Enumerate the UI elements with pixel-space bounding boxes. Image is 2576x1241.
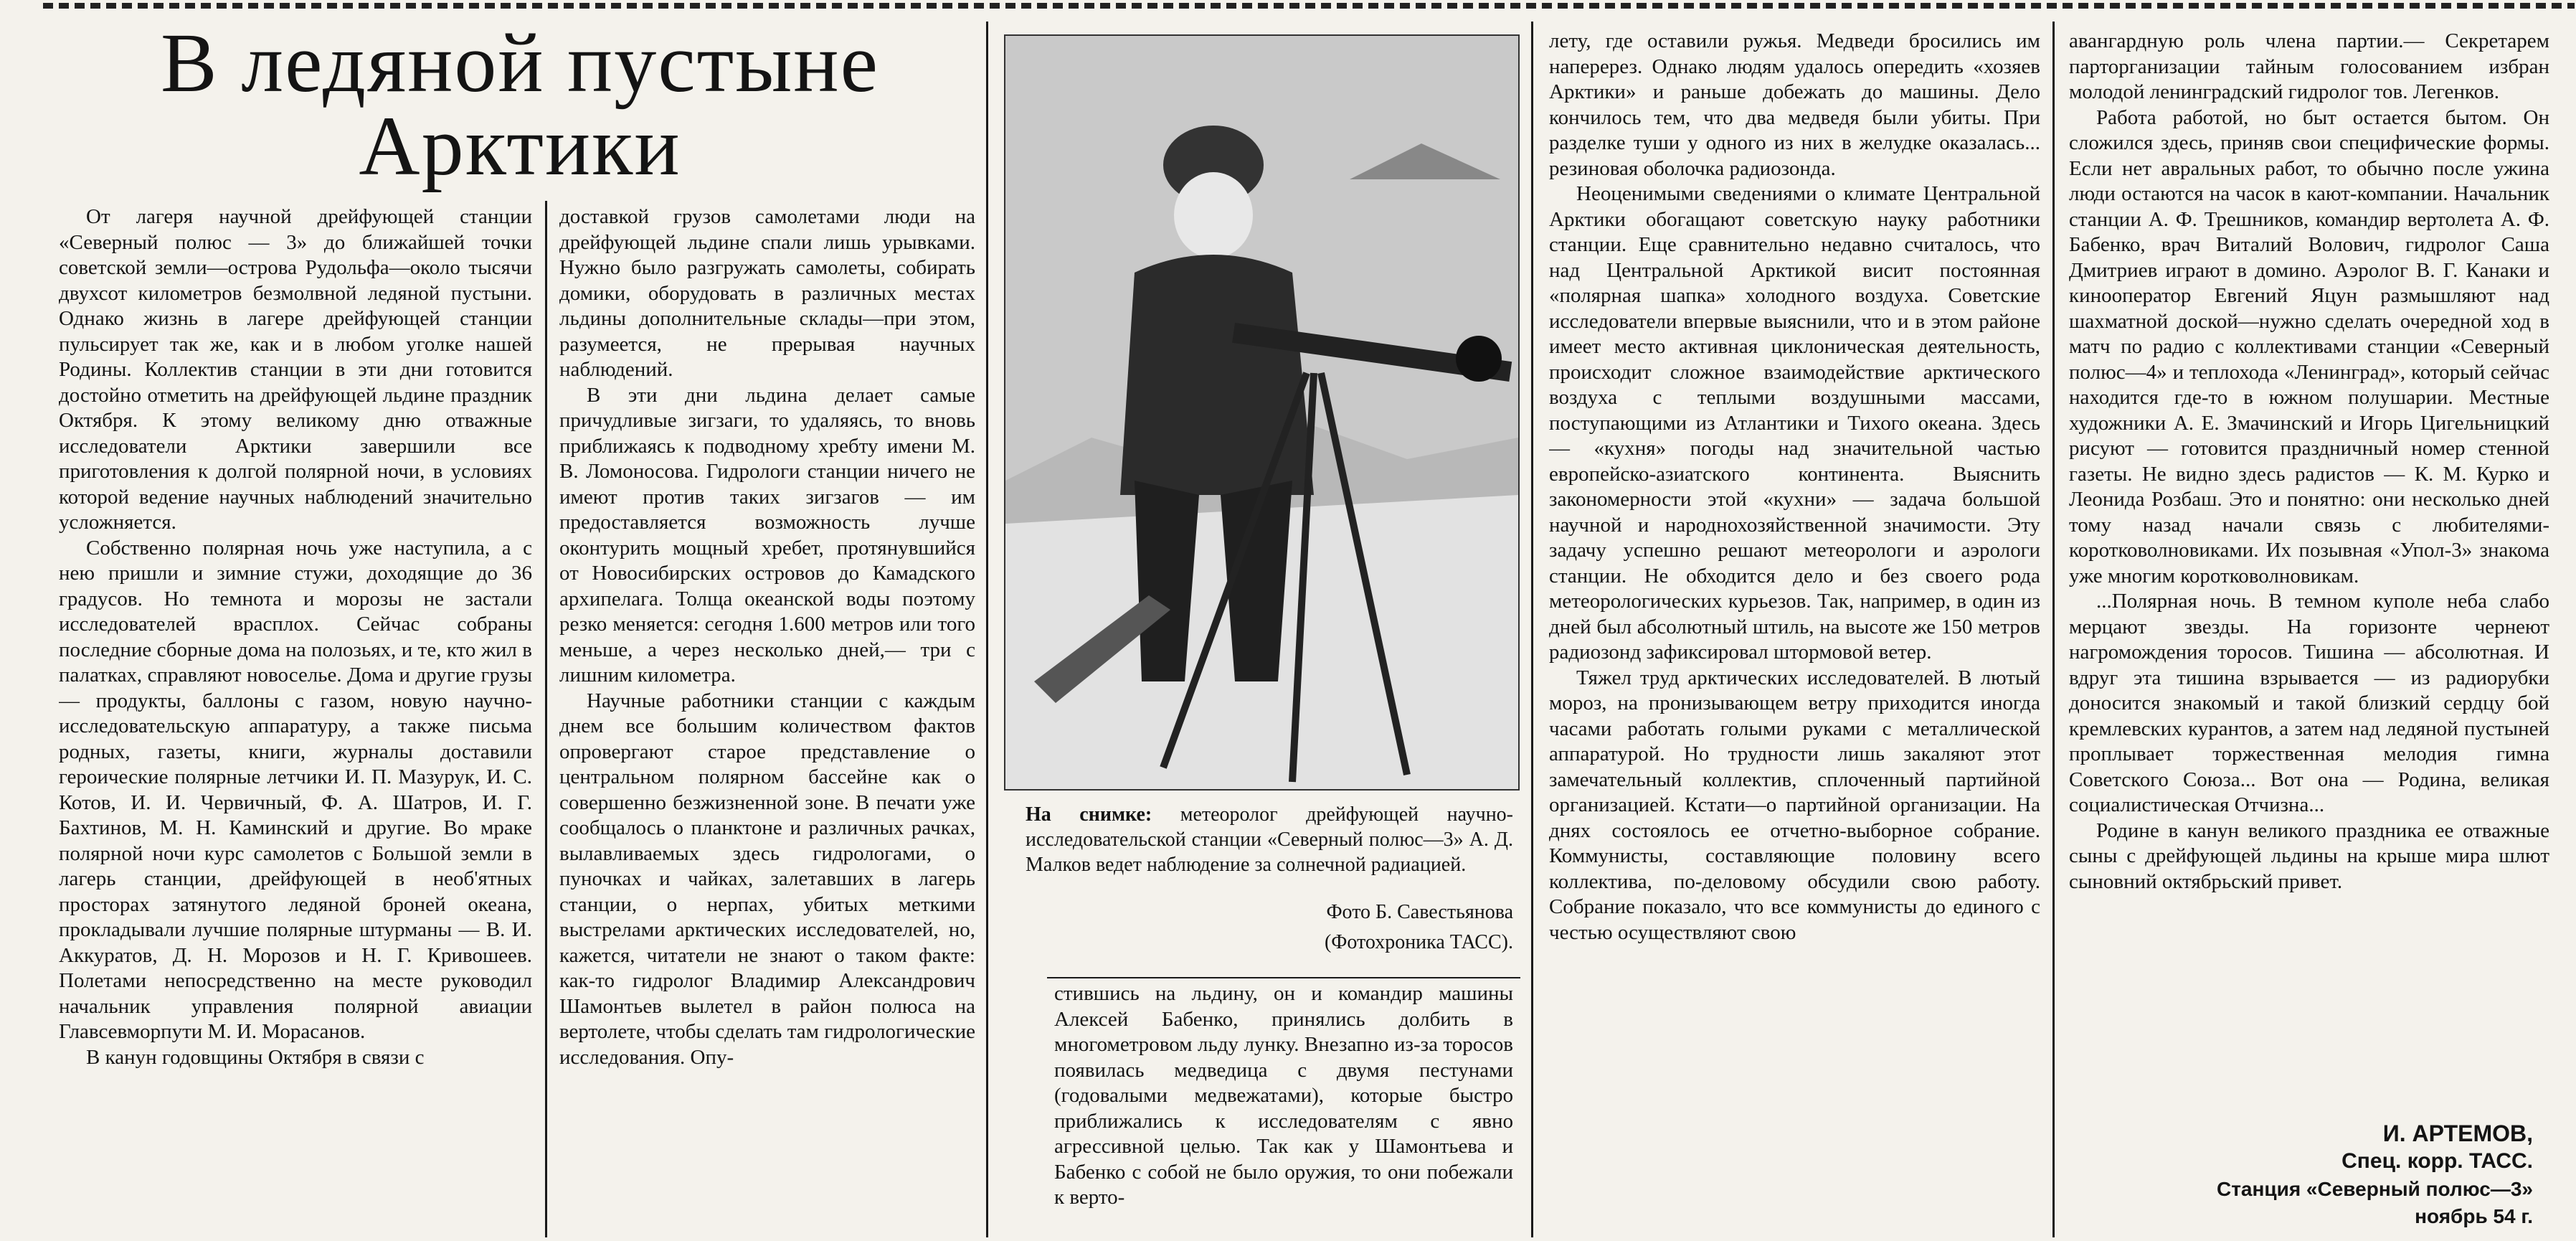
photo-meteorologist [1004, 34, 1520, 791]
caption-rule [1047, 977, 1520, 978]
column-2 [559, 204, 975, 1237]
column-5 [2069, 29, 2549, 1119]
headline: В ледяной пустыне Арктики [161, 16, 879, 193]
column-rule [2052, 22, 2055, 1237]
photo-illustration [1005, 36, 1518, 789]
paragraph: Собственно полярная ночь уже наступила, а с нею пришли и зимние стужи, доходящие до 36 градусов. Но темнота и морозы не застали исследователей врасплох. Сейчас собраны последние сборные дома на полозьях, и те, кто жил в палатках, справляют новоселье. Дома и другие грузы — продукты, баллоны с газом, новую научно-исследовательскую аппаратуру, а также письма родных, газеты, книги, журналы доставили героические полярные летчики И. П. Мазурук, И. С. Котов, И. И. Червичный, Ф. А. Шатров, И. Г. Бахтинов, М. Н. Каминский и другие. Во мраке полярной ночи курс самолетов с Большой земли в лагерь станции, дрейфующей в необ'ятных просторах затянутого ледяной броней океана, прокладывали лучшие полярные штурманы — В. И. Аккуратов, Д. Н. Морозов и Н. Г. Кривошеев. Полетами непосредственно на месте руководил начальник управления полярной авиации Главсевморпути М. И. Морасанов. [59, 536, 532, 1043]
paragraph: Тяжел труд арктических исследователей. В лютый мороз, на пронизывающем ветру приходится иногда часами работать голыми руками с металлической аппаратурой. Но трудности лишь закаляют этот замечательный коллектив, сплоченный партийной организацией. Кстати—о партийной организации. На днях состоялось ее отчетно-выборное собрание. Коммунисты, составляющие половину всего коллектива, по-деловому обсудили свою работу. Собрание показало, что все коммунисты до единого с честью осуществляют свою [1549, 666, 2040, 944]
paragraph: В эти дни льдина делает самые причудливые зигзаги, то удаляясь, то вновь приближаясь к подводному хребту имени М. В. Ломоносова. Гидрологи станции ничего не имеют против таких зигзагов — им предоставляется возможность лучше оконтурить мощный хребет, протянувшийся от Новосибирских островов до Камадского архипелага. Толща океанской воды поэтому резко меняется: сегодня 1.600 метров или того меньше, а через несколько дней,— три с лишним километра. [559, 383, 975, 686]
top-border [43, 3, 2575, 9]
caption-text: метеоролог дрейфующей научно-исследовательской станции «Северный полюс—3» А. Д. Малков ведет наблюдение за солнечной радиацией. [1026, 803, 1513, 876]
column-rule [1531, 22, 1533, 1237]
paragraph: лету, где оставили ружья. Медведи бросились им наперерез. Однако людям удалось опередить «хозяев Арктики» и раньше добежать до машины. Дело кончилось тем, что два медведя были убиты. При разделке туши у одного из них в желудке оказалась... резиновая оболочка радиозонда. [1549, 29, 2040, 180]
paragraph: Неоценимыми сведениями о климате Центральной Арктики обогащают советскую науку работники станции. Еще сравнительно недавно считалось, что над Центральной Арктикой висит постоянная «полярная шапка» холодного воздуха. Советские исследователи впервые выяснили, что и в этом районе имеет место активная циклоническая деятельность, происходит сложное взаимодействие арктического воздуха с теплыми воздушными массами, поступающими из Атлантики и Тихого океана. Здесь — «кухня» погоды над значительной частью европейско-азиатского континента. Выяснить закономерности этой «кухни» — задача большой научной и народнохозяйственной значимости. Эту задачу успешно решают метеорологи и аэрологи станции. Не обходится дело и без своего рода метеорологических курьезов. Так, например, в один из дней был абсолютный штиль, на высоте же 150 метров радиозонд зафиксировал штормовой ветер. [1549, 182, 2040, 664]
paragraph: авангардную роль члена партии.— Секретарем парторганизации тайным голосованием избран молодой ленинградский гидролог тов. Легенков. [2069, 29, 2549, 103]
caption-label: На снимке: [1026, 803, 1152, 826]
paragraph: Научные работники станции с каждым днем все большим количеством фактов опровергают старое представление о центральном полярном бассейне как о совершенно безжизненной зоне. В печати уже сообщалось о планктоне и различных рачках, вылавливаемых здесь гидрологами, о пуночках и чайках, залетавших в лагерь станции, о нерпах, убитых меткими выстрелами арктических исследователей, но, кажется, читатели не знают о таком факте: как-то гидролог Владимир Александрович Шамонтьев вылетел в район полюса на вертолете, чтобы сделать там гидрологические исследования. Опу- [559, 689, 975, 1069]
column-1 [59, 204, 532, 1237]
paragraph: доставкой грузов самолетами люди на дрейфующей льдине спали лишь урывками. Нужно было разгружать самолеты, собирать домики, оборудовать в различных местах льдины дополнительные склады—при этом, разумеется, не прерывая научных наблюдений. [559, 205, 975, 381]
photo-credit: Фото Б. Савестьянова [1326, 901, 1513, 923]
column-rule [545, 201, 547, 1237]
author-date: ноябрь 54 г. [2415, 1205, 2533, 1227]
paragraph: В канун годовщины Октября в связи с [86, 1045, 425, 1069]
column-4 [1549, 29, 2040, 1238]
paragraph: Родине в канун великого праздника ее отважные сыны с дрейфующей льдины на крыше мира шлют сыновний октябрьский привет. [2069, 818, 2549, 893]
paragraph: ...Полярная ночь. В темном куполе неба слабо мерцают звезды. На горизонте чернеют нагромождения торосов. Тишина — абсолютная. И вдруг эта тишина взрывается — из радиорубки доносится знакомый и такой близкий сердцу бой кремлевских курантов, а затем над ледяной пустыней проплывает торжественная мелодия гимна Советского Союза... Вот она — Родина, великая социалистическая Отчизна... [2069, 590, 2549, 816]
paragraph: Работа работой, но быт остается бытом. Он сложился здесь, приняв свои специфические формы. Если нет авральных работ, то обычно после ужина люди остаются на часок в кают-компании. Начальник станции А. Ф. Трешников, командир вертолета А. Ф. Бабенко, врач Виталий Волович, гидролог Саша Дмитриев играют в домино. Аэролог В. Г. Канаки и кинооператор Евгений Яцун размышляют над шахматной доской—нужно сделать очередной ход в матч по радио с коллективами станции «Северный полюс—4» и теплохода «Ленинград», который сейчас находится где-то в южном полушарии. Местные художники А. Е. Змачинский и Игорь Цигельницкий рисуют — готовится праздничный номер стенной газеты. Не видно здесь радистов — К. М. Курко и Леонида Розбаш. Это и понятно: они несколько дней тому назад начали связь с любителями-коротковолновиками. Их позывная «Упол-3» знакома уже многим коротковолновикам. [2069, 105, 2549, 588]
photo-caption [1026, 802, 1513, 877]
paragraph: От лагеря научной дрейфующей станции «Северный полюс — 3» до ближайшей точки советской земли—острова Рудольфа—около тысячи двухсот километров безмолвной ледяной пустыни. Однако жизнь в лагере дрейфующей станции пульсирует так же, как и в любом уголке нашей Родины. Коллектив станции в эти дни готовится достойно отметить на дрейфующей льдине праздник Октября. К этому великому дню отважные исследователи Арктики завершили все приготовления к долгой полярной ночи, в условиях которой ведение научных наблюдений значительно усложняется. [59, 205, 532, 534]
photo-agency: (Фотохроника ТАСС). [1324, 931, 1513, 953]
author-station: Станция «Северный полюс—3» [2216, 1178, 2533, 1200]
author-role: Спец. корр. ТАСС. [2341, 1149, 2533, 1173]
author-name: И. АРТЕМОВ, [2382, 1120, 2533, 1146]
column-3 [1054, 981, 1513, 1238]
column-rule [986, 22, 988, 1237]
paragraph: стившись на льдину, он и командир машины Алексей Бабенко, принялись долбить в многометровом льду лунку. Внезапно из-за торосов появилась медведица с двумя пестунами (годовалыми медвежатами), которые быстро приближались к исследователям с явно агрессивной целью. Так как у Шамонтьева и Бабенко с собой не было оружия, то они побежали к верто- [1054, 982, 1513, 1209]
